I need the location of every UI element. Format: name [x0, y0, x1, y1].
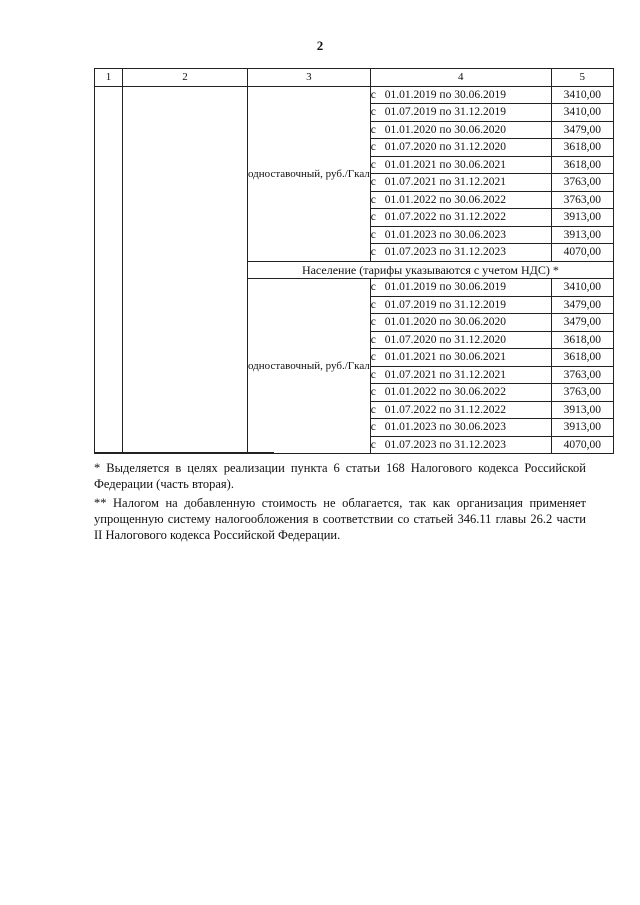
tariff-value-cell: 3763,00: [551, 174, 613, 192]
period-range: 01.07.2023 по 31.12.2023: [384, 438, 506, 451]
period-prefix: с: [370, 421, 376, 434]
page-number: 2: [316, 38, 324, 53]
tariff-value-cell: 3410,00: [551, 279, 613, 297]
period-range: 01.01.2019 по 30.06.2019: [384, 88, 506, 101]
period-cell: [370, 244, 551, 262]
period-range: 01.07.2019 по 31.12.2019: [384, 298, 506, 311]
tariff-value-cell: 3618,00: [551, 139, 613, 157]
tariff-value-cell: 3618,00: [551, 349, 613, 367]
column-header-1: 1: [95, 69, 123, 87]
tariff-value-cell: 3618,00: [551, 156, 613, 174]
tariff-value-cell: 3618,00: [551, 331, 613, 349]
period-prefix: с: [370, 158, 376, 171]
tariff-value-cell: 3410,00: [551, 104, 613, 122]
period-prefix: с: [370, 88, 376, 101]
period-range: 01.01.2023 по 30.06.2023: [384, 421, 506, 434]
period-range: 01.01.2020 по 30.06.2020: [384, 316, 506, 329]
period-cell: [370, 366, 551, 384]
period-cell: [370, 174, 551, 192]
period-cell: [370, 156, 551, 174]
footnote-vat-included: * Выделяется в целях реализации пункта 6 статьи 168 Налогового кодекса Российской Федерации (часть вторая).: [94, 461, 586, 491]
period-prefix: с: [370, 368, 376, 381]
tariff-value-cell: 3763,00: [551, 191, 613, 209]
period-range: 01.07.2021 по 31.12.2021: [384, 368, 506, 381]
tariff-unit-cell: одноставочный, руб./Гкал: [248, 86, 371, 261]
table-row: [95, 86, 614, 104]
period-prefix: с: [370, 403, 376, 416]
period-prefix: с: [370, 333, 376, 346]
column-header-4: 4: [370, 69, 551, 87]
tariff-value-cell: 3479,00: [551, 296, 613, 314]
tariff-value-cell: 3913,00: [551, 226, 613, 244]
period-prefix: с: [370, 281, 376, 294]
period-cell: [370, 349, 551, 367]
period-cell: [370, 191, 551, 209]
period-range: 01.01.2019 по 30.06.2019: [384, 281, 506, 294]
period-range: 01.07.2020 по 31.12.2020: [384, 141, 506, 154]
period-cell: [370, 384, 551, 402]
period-prefix: с: [370, 351, 376, 364]
tariff-value-cell: 3410,00: [551, 86, 613, 104]
tariff-value-cell: 3763,00: [551, 366, 613, 384]
period-range: 01.07.2022 по 31.12.2022: [384, 211, 506, 224]
period-range: 01.07.2023 по 31.12.2023: [384, 246, 506, 259]
tariff-value-cell: 3913,00: [551, 419, 613, 437]
tariff-value-cell: 4070,00: [551, 244, 613, 262]
period-prefix: с: [370, 316, 376, 329]
tariff-value-cell: 3479,00: [551, 314, 613, 332]
period-range: 01.01.2022 по 30.06.2022: [384, 386, 506, 399]
period-range: 01.01.2023 по 30.06.2023: [384, 228, 506, 241]
period-cell: [370, 139, 551, 157]
tariff-value-cell: 3913,00: [551, 209, 613, 227]
period-cell: [370, 314, 551, 332]
period-prefix: с: [370, 106, 376, 119]
period-range: 01.01.2020 по 30.06.2020: [384, 123, 506, 136]
column-header-3: 3: [248, 69, 371, 87]
tariff-value-cell: 3913,00: [551, 401, 613, 419]
period-prefix: с: [370, 438, 376, 451]
header-row: [95, 69, 614, 87]
period-range: 01.07.2020 по 31.12.2020: [384, 333, 506, 346]
period-cell: [370, 419, 551, 437]
tariff-table: [94, 68, 614, 454]
period-cell: [370, 279, 551, 297]
period-cell: [370, 121, 551, 139]
period-prefix: с: [370, 176, 376, 189]
period-cell: [370, 86, 551, 104]
column-header-2: 2: [123, 69, 248, 87]
period-prefix: с: [370, 386, 376, 399]
tariff-unit-cell: одноставочный, руб./Гкал: [248, 279, 371, 454]
footnote-vat-exempt: ** Налогом на добавленную стоимость не облагается, так как организация применяет упрощенную систему налогообложения в соответствии со статьей 346.11 главы 26.2 части II Налогового кодекса Российской Федерации.: [94, 496, 586, 542]
period-prefix: с: [370, 141, 376, 154]
tariff-value-cell: 3479,00: [551, 121, 613, 139]
period-prefix: с: [370, 228, 376, 241]
period-prefix: с: [370, 123, 376, 136]
period-range: 01.07.2021 по 31.12.2021: [384, 176, 506, 189]
period-range: 01.01.2021 по 30.06.2021: [384, 158, 506, 171]
period-cell: [370, 104, 551, 122]
tariff-value-cell: 3763,00: [551, 384, 613, 402]
period-range: 01.01.2022 по 30.06.2022: [384, 193, 506, 206]
col-2-cell: [123, 86, 248, 454]
period-prefix: с: [370, 193, 376, 206]
section-title: Население (тарифы указываются с учетом НДС) *: [248, 261, 614, 279]
period-prefix: с: [370, 246, 376, 259]
tariff-table-body: [95, 69, 614, 454]
column-header-5: 5: [551, 69, 613, 87]
period-cell: [370, 226, 551, 244]
col-1-cell: [95, 86, 123, 454]
period-cell: [370, 296, 551, 314]
period-range: 01.07.2019 по 31.12.2019: [384, 106, 506, 119]
period-prefix: с: [370, 211, 376, 224]
period-cell: [370, 331, 551, 349]
period-range: 01.01.2021 по 30.06.2021: [384, 351, 506, 364]
period-prefix: с: [370, 298, 376, 311]
period-cell: [370, 209, 551, 227]
tariff-value-cell: 4070,00: [551, 436, 613, 454]
footnote-separator: [94, 452, 274, 453]
period-range: 01.07.2022 по 31.12.2022: [384, 403, 506, 416]
period-cell: [370, 401, 551, 419]
period-cell: [370, 436, 551, 454]
